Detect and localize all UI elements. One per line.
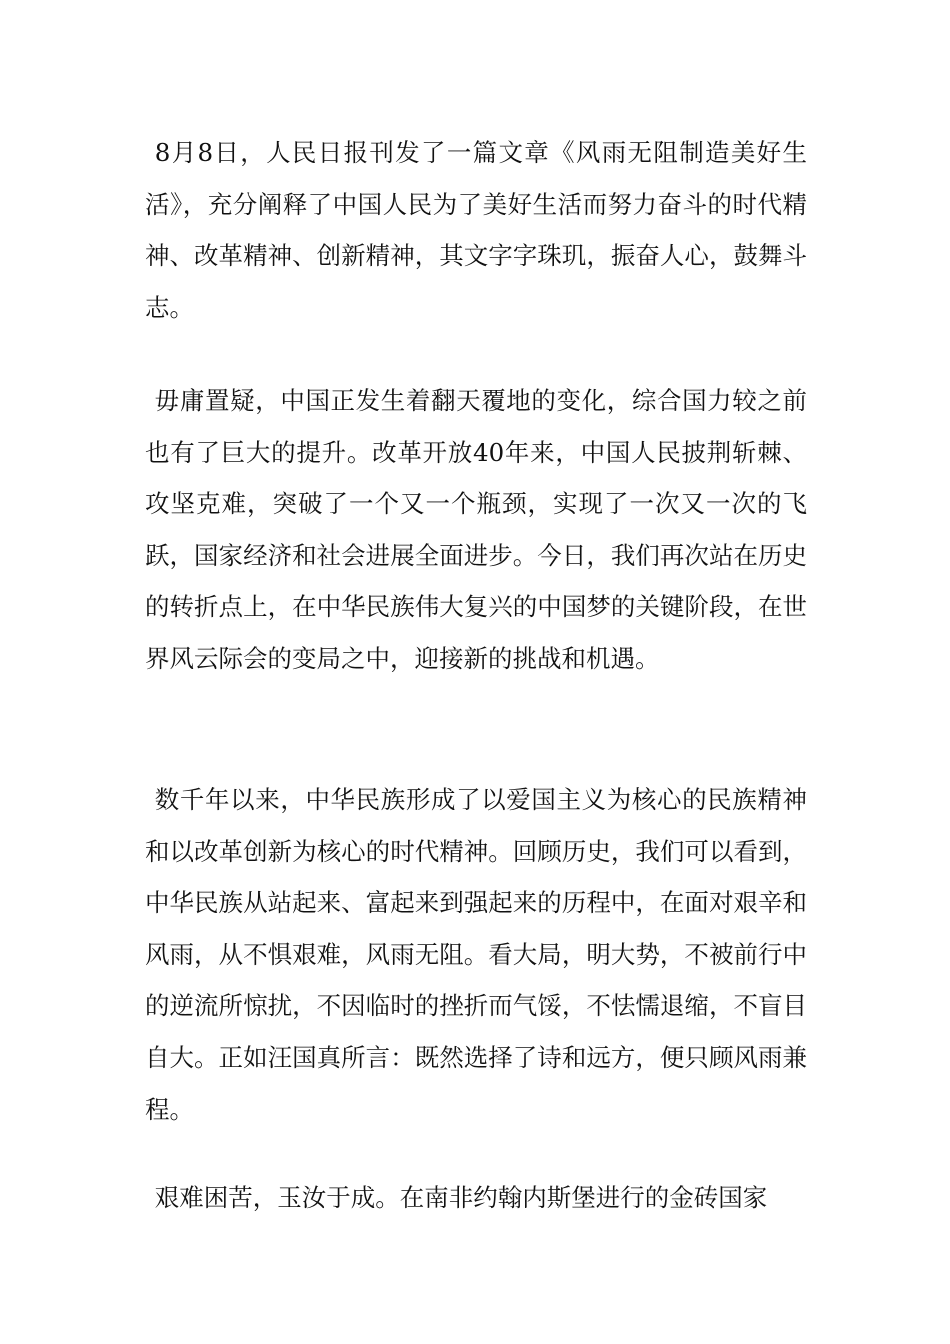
paragraph-2: 毋庸置疑，中国正发生着翻天覆地的变化，综合国力较之前也有了巨大的提升。改革开放40年来，中国人民披荆斩棘、攻坚克难，突破了一个又一个瓶颈，实现了一次又一次的飞跃，国家经济和社会进展全面进步。今日，我们再次站在历史的转折点上，在中华民族伟大复兴的中国梦的关键阶段，在世界风云际会的变局之中，迎接新的挑战和机遇。 — [145, 386, 807, 673]
paragraph-1: 8月8日，人民日报刊发了一篇文章《风雨无阻制造美好生活》，充分阐释了中国人民为了美好生活而努力奋斗的时代精神、改革精神、创新精神，其文字字珠玑，振奋人心，鼓舞斗志。 — [145, 138, 807, 322]
paragraph-4: 艰难困苦，玉汝于成。在南非约翰内斯堡进行的金砖国家 — [154, 1183, 768, 1212]
paragraph-3: 数千年以来，中华民族形成了以爱国主义为核心的民族精神和以改革创新为核心的时代精神。回顾历史，我们可以看到，中华民族从站起来、富起来到强起来的历程中，在面对艰辛和风雨，从不惧艰难，风雨无阻。看大局，明大势，不被前行中的逆流所惊扰，不因临时的挫折而气馁，不怯懦退缩，不盲目自大。正如汪国真所言：既然选择了诗和远方，便只顾风雨兼程。 — [145, 785, 807, 1124]
